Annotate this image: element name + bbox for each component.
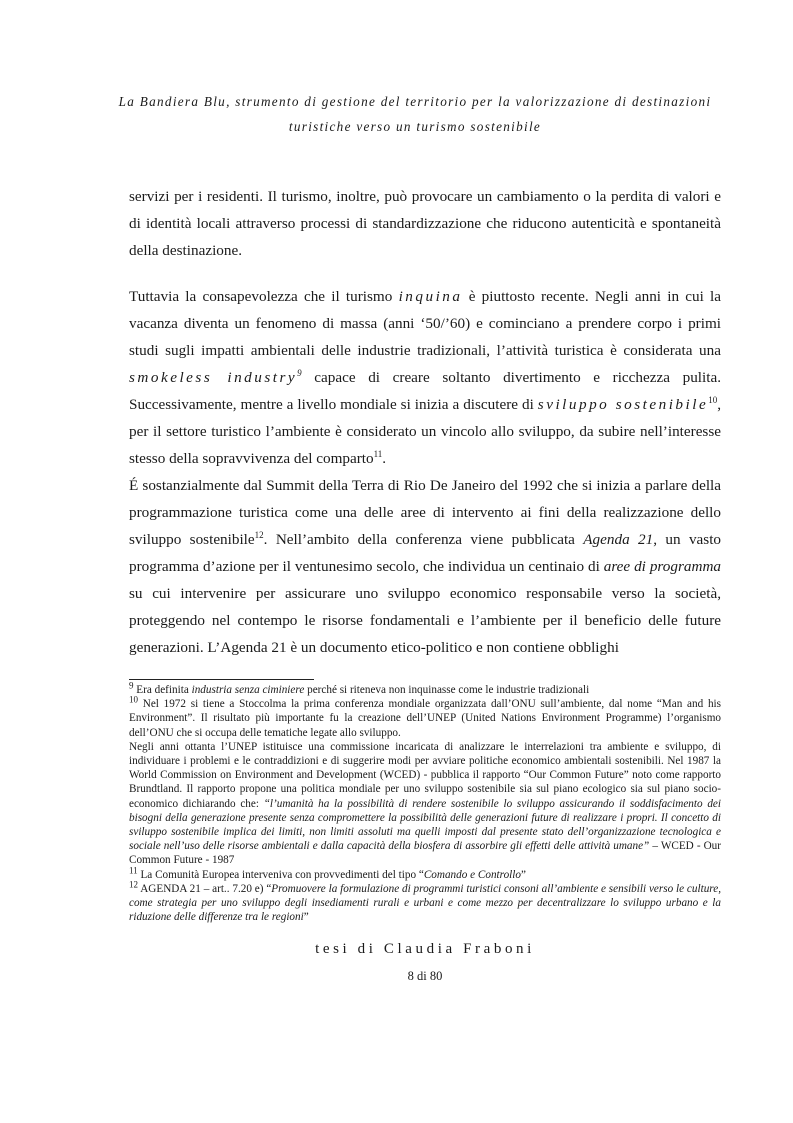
page-number: 8 di 80 [407,969,443,983]
author-footer: tesi di Claudia Fraboni [315,941,535,957]
footnote-separator [129,679,314,680]
body-text [129,183,721,661]
emphasis-agenda-21: Agenda 21 [583,531,654,548]
footnote-ref-12: 12 [254,529,264,540]
footnote-10-continued: Negli anni ottanta l’UNEP istituisce una commissione incaricata di analizzare le interrelazioni tra ambiente e sviluppo, di individuare i problemi e le contraddizioni e di suggerire modi per avviare politiche economico ambientali sostenibili. Nel 1987 la World Commission on Environment and Development (WCED) - pubblica il rapporto “Our Common Future” noto come rapporto Brundtland. Il rapporto propone una politica mondiale per uno sviluppo sostenibile sia sul piano ecologico sia sul piano socio-economico dichiarando che: “l’umanità ha la possibilità di rendere sostenibile lo sviluppo assicurando il soddisfacimento dei bisogni della generazione presente senza compromettere la possibilità delle generazioni future di realizzare i propri. Il concetto di sviluppo sostenibile implica dei limiti, non limiti assoluti ma quelli imposti dal presente stato dell’organizzazione tecnologica e sociale nell’uso delle risorse ambientali e dalla capacità della biosfera di assorbire gli effetti delle attività umane” – WCED - Our Common Future - 1987 [129,740,722,867]
emphasis-sviluppo-sostenibile: sviluppo sostenibile [537,396,709,413]
emphasis-inquina: inquina [398,288,463,305]
footnote-ref-11: 11 [373,448,383,459]
footnote-ref-10: 10 [708,394,718,405]
paragraph-1: servizi per i residenti. Il turismo, inoltre, può provocare un cambiamento o la perdita di valori e di identità locali attraverso processi di standardizzazione che riducono autenticità e spontaneità della destinazione. [129,188,721,259]
footnote-ref-9: 9 [297,367,302,378]
footnote-11: $^{11}$ La Comunità Europea interveniva con provvedimenti del tipo “Comando e Controllo” [129,864,526,881]
footnotes [129,680,722,924]
running-header-line-2: turistiche verso un turismo sostenibile [288,119,542,134]
emphasis-smokeless-industry: smokeless industry [129,369,298,386]
emphasis-aree-di-programma: aree di programma [603,558,722,575]
running-header-line-1: La Bandiera Blu, strumento di gestione del territorio per la valorizzazione di destinazioni [118,94,712,109]
paragraph-3: É sostanzialmente dal Summit della Terra di Rio De Janeiro del 1992 che si inizia a parlare della programmazione turistica come una delle aree di intervento ai fini della realizzazione dello sviluppo sostenibile$^{12}$. Nell’ambito della conferenza viene pubblicata Agenda 21, un vasto programma d’azione per il ventunesimo secolo, che individua un centinaio di aree di programma su cui intervenire per assicurare uno sviluppo economico responsabile verso la società, proteggendo nel contempo le risorse fondamentali e l’ambiente per il beneficio delle future generazioni. L’Agenda 21 è un documento etico-politico e non contiene obblighi [129,477,722,656]
footnote-9: $^9$ Era definita industria senza ciminiere perché si riteneva non inquinasse come le industrie tradizionali [129,680,590,696]
footnote-10: $^{10}$ Nel 1972 si tiene a Stoccolma la prima conferenza mondiale organizzata dall’ONU sull’ambiente, dal nome “Man and his Environment”. Il risultato più importante fu la creazione dell’UNEP (United Nations Environment Programme) l’organismo dell’ONU che si occupa delle tematiche legate allo sviluppo. [129,694,721,739]
footnote-12: $^{12}$ AGENDA 21 – art.. 7.20 e) “Promuovere la formulazione di programmi turistici consoni all’ambiente e sensibili verso le culture, come strategia per uno sviluppo degli insediamenti rurali e urbani e come mezzo per decentralizzare lo sviluppo urbano e la riduzione delle differenze tra le regioni” [129,879,721,924]
paragraph-2: Tuttavia la consapevolezza che il turismo inquina è piuttosto recente. Negli anni in cui la vacanza diventa un fenomeno di massa (anni ‘50/’60) e cominciano a prendere corpo i primi studi sugli impatti ambientali delle industrie tradizionali, l’attività turistica è considerata una smokeless industry$^9$ capace di creare soltanto divertimento e ricchezza pulita. Successivamente, mentre a livello mondiale si inizia a discutere di sviluppo sostenibile$^{10}$, per il settore turistico l’ambiente è considerato un vincolo allo sviluppo, da subire nell’interesse stesso della sopravvivenza del comparto$^{11}$. [129,288,721,467]
